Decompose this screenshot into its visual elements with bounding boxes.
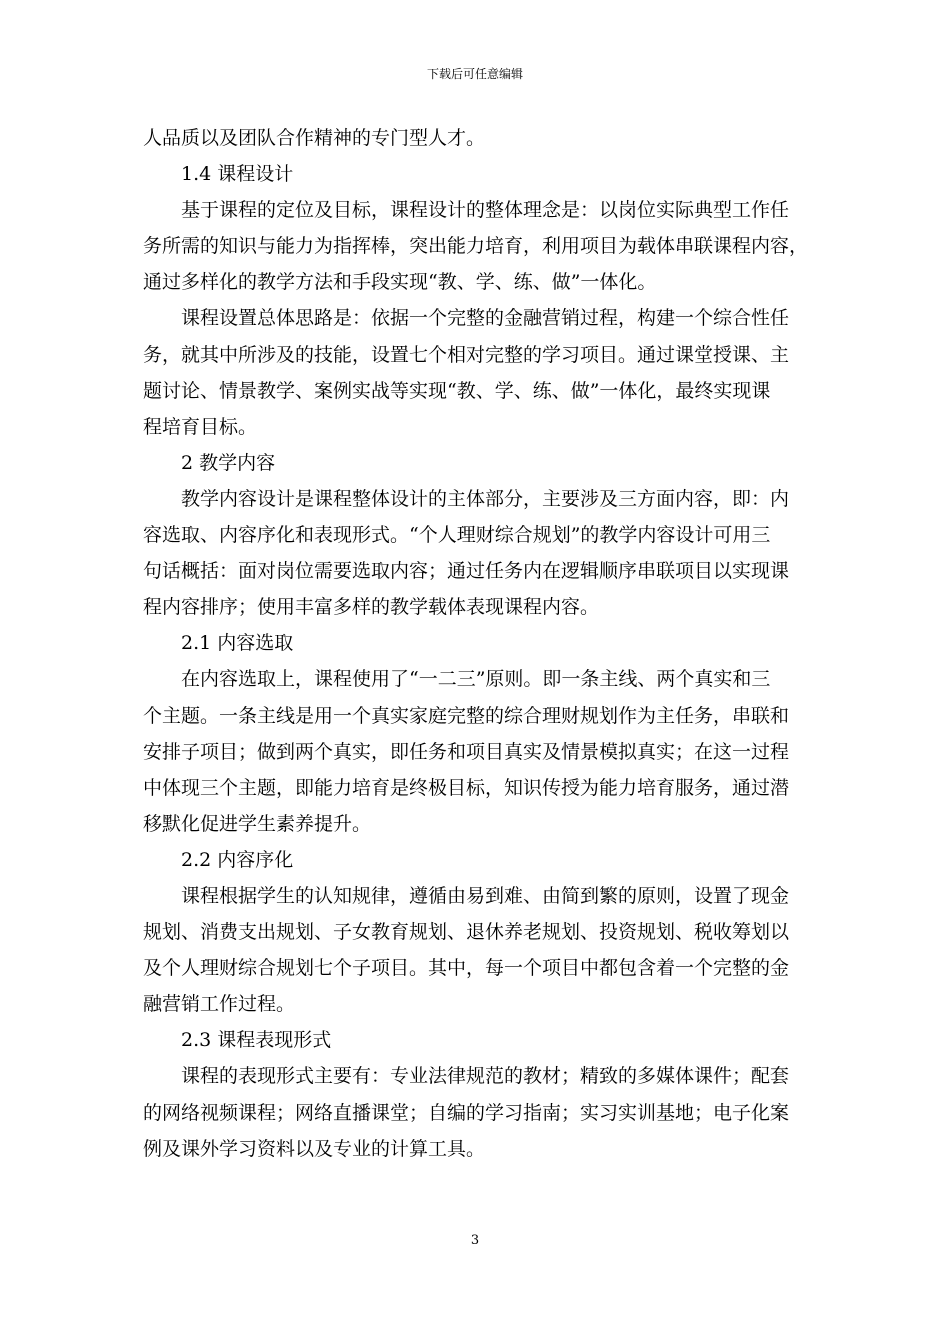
text-line: 个主题。一条主线是用一个真实家庭完整的综合理财规划作为主任务，串联和 xyxy=(143,704,790,727)
text-line: 题讨论、情景教学、案例实战等实现“教、学、练、做”一体化，最终实现课 xyxy=(143,379,771,402)
page-header: 下载后可任意编辑 xyxy=(426,67,523,81)
text-line: 程内容排序；使用丰富多样的教学载体表现课程内容。 xyxy=(143,596,600,619)
text-line: 移默化促进学生素养提升。 xyxy=(143,812,372,835)
text-line: 课程根据学生的认知规律，遵循由易到难、由简到繁的原则，设置了现金 xyxy=(181,884,790,907)
text-line: 通过多样化的教学方法和手段实现“教、学、练、做”一体化。 xyxy=(143,271,657,294)
text-line: 2.1 内容选取 xyxy=(181,632,294,655)
page-number: 3 xyxy=(470,1233,480,1248)
text-line: 1.4 课程设计 xyxy=(181,163,294,186)
text-line: 规划、消费支出规划、子女教育规划、退休养老规划、投资规划、税收筹划以 xyxy=(143,921,790,944)
text-line: 2 教学内容 xyxy=(181,451,276,474)
text-line: 在内容选取上，课程使用了“一二三”原则。即一条主线、两个真实和三 xyxy=(181,668,771,691)
text-line: 务，就其中所涉及的技能，设置七个相对完整的学习项目。通过课堂授课、主 xyxy=(143,343,790,366)
text-line: 2.2 内容序化 xyxy=(181,848,294,871)
text-line: 句话概括：面对岗位需要选取内容；通过任务内在逻辑顺序串联项目以实现课 xyxy=(143,560,790,583)
document-body xyxy=(143,120,815,1167)
text-line: 中体现三个主题，即能力培育是终极目标，知识传授为能力培育服务，通过潜 xyxy=(143,776,790,799)
text-line: 的网络视频课程；网络直播课堂；自编的学习指南；实习实训基地；电子化案 xyxy=(143,1101,790,1124)
text-line: 融营销工作过程。 xyxy=(143,993,296,1016)
text-line: 及个人理财综合规划七个子项目。其中，每一个项目中都包含着一个完整的金 xyxy=(143,957,790,980)
text-line: 例及课外学习资料以及专业的计算工具。 xyxy=(143,1137,486,1160)
text-line: 教学内容设计是课程整体设计的主体部分，主要涉及三方面内容，即：内 xyxy=(181,487,790,510)
text-line: 容选取、内容序化和表现形式。“个人理财综合规划”的教学内容设计可用三 xyxy=(143,524,771,547)
text-line: 安排子项目；做到两个真实，即任务和项目真实及情景模拟真实；在这一过程 xyxy=(143,740,790,763)
text-line: 课程的表现形式主要有：专业法律规范的教材；精致的多媒体课件；配套 xyxy=(181,1065,790,1088)
text-line: 程培育目标。 xyxy=(143,415,258,438)
text-line: 务所需的知识与能力为指挥棒，突出能力培育，利用项目为载体串联课程内容， xyxy=(143,235,809,258)
text-line: 2.3 课程表现形式 xyxy=(181,1029,332,1052)
text-line: 人品质以及团队合作精神的专门型人才。 xyxy=(143,127,486,149)
text-line: 基于课程的定位及目标，课程设计的整体理念是：以岗位实际典型工作任 xyxy=(181,199,790,222)
text-line: 课程设置总体思路是：依据一个完整的金融营销过程，构建一个综合性任 xyxy=(181,307,790,330)
